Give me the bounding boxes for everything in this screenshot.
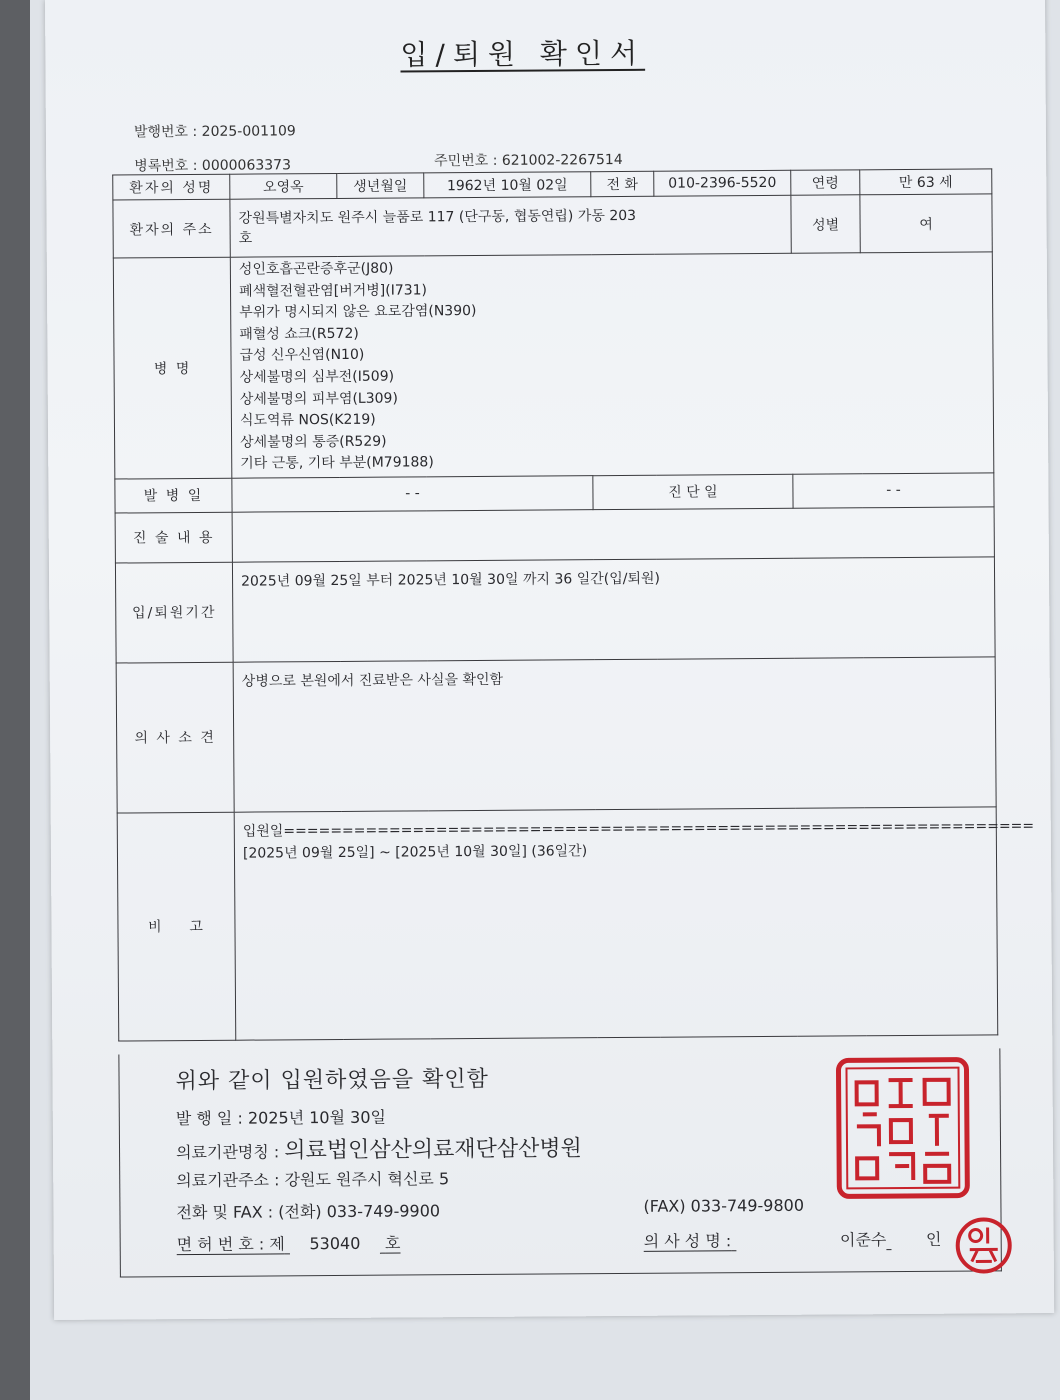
issue-date: 발 행 일 : 2025년 10월 30일 bbox=[175, 1107, 386, 1129]
onset-label: 발 병 일 bbox=[115, 478, 232, 513]
dob-value: 1962년 10월 02일 bbox=[424, 172, 591, 198]
phone-value: 010-2396-5520 bbox=[654, 170, 791, 196]
onset-value: - - bbox=[232, 476, 593, 513]
institution-address: 의료기관주소 : 강원도 원주시 혁신로 5 bbox=[176, 1169, 450, 1191]
sex-value: 여 bbox=[860, 194, 992, 253]
age-label: 연령 bbox=[791, 170, 860, 195]
remarks-value: 입원일================================================================ [2025년 09월 25일] ~ [2025년 10월 30일] (36일간) bbox=[234, 807, 998, 1040]
period-value: 2025년 09월 25일 부터 2025년 10월 30일 까지 36 일간(입/퇴원) bbox=[232, 557, 995, 662]
remarks-label: 비 고 bbox=[117, 812, 236, 1041]
age-value: 만 63 세 bbox=[860, 169, 992, 195]
record-table bbox=[112, 168, 1035, 1041]
document-page bbox=[45, 0, 1054, 1320]
doctor-seal-icon bbox=[954, 1215, 1014, 1275]
patient-name: 오영옥 bbox=[230, 173, 337, 199]
chart-number: 병록번호 : 0000063373 bbox=[134, 157, 292, 175]
address-label: 환자의 주소 bbox=[113, 199, 230, 258]
diagnosis-item: 폐색혈전혈관염[버거병](I731) bbox=[238, 281, 428, 300]
resident-number: 주민번호 : 621002-2267514 bbox=[434, 151, 623, 170]
diagnosis-date-label: 진 단 일 bbox=[593, 474, 793, 509]
license-number: 면 허 번 호 : 제 53040 호 bbox=[176, 1233, 401, 1255]
fax-number: (FAX) 033-749-9800 bbox=[643, 1195, 805, 1216]
phone-label: 전 화 bbox=[591, 171, 654, 196]
statement-value bbox=[232, 507, 994, 562]
diagnosis-item: 부위가 명시되지 않은 요로감염(N390) bbox=[239, 303, 477, 321]
period-label: 입/퇴원기간 bbox=[115, 562, 233, 663]
diagnosis-date-value: - - bbox=[793, 473, 994, 508]
address-value: 강원특별자치도 원주시 늘품로 117 (단구동, 협동연립) 가동 203 호 bbox=[230, 195, 791, 257]
phone-fax: 전화 및 FAX : (전화) 033-749-9900 bbox=[176, 1201, 441, 1223]
diagnosis-list bbox=[230, 252, 994, 478]
sex-label: 성별 bbox=[791, 195, 860, 253]
statement-label: 진 술 내 용 bbox=[115, 512, 232, 563]
page-title: 입/퇴원 확인서 bbox=[400, 36, 646, 72]
diagnosis-item: 성인호흡곤란증후군(J80) bbox=[238, 260, 394, 278]
issue-number: 발행번호 : 2025-001109 bbox=[133, 123, 296, 141]
confirmation-statement: 위와 같이 입원하였음을 확인함 bbox=[175, 1066, 489, 1095]
diagnosis-item: 식도역류 NOS(K219) bbox=[239, 411, 376, 429]
patient-name-label: 환자의 성명 bbox=[113, 174, 230, 200]
institution-name: 의료기관명칭 : 의료법인삼산의료재단삼산병원 bbox=[175, 1136, 582, 1164]
diagnosis-item: 기타 근통, 기타 부분(M79188) bbox=[240, 454, 434, 472]
diagnosis-item: 급성 신우신염(N10) bbox=[239, 347, 365, 365]
opinion-label: 의 사 소 견 bbox=[116, 662, 234, 813]
diagnosis-item: 상세불명의 통증(R529) bbox=[240, 433, 387, 451]
dob-label: 생년월일 bbox=[337, 173, 424, 199]
diagnosis-item: 패혈성 쇼크(R572) bbox=[239, 325, 359, 343]
diagnosis-item: 상세불명의 심부전(I509) bbox=[239, 368, 395, 386]
opinion-value: 상병으로 본원에서 진료받은 사실을 확인함 bbox=[233, 657, 996, 812]
doctor-name: 의 사 성 명 : 이준수 인 bbox=[643, 1229, 942, 1251]
diagnosis-label: 병 명 bbox=[113, 257, 232, 479]
hospital-seal-icon bbox=[832, 1054, 973, 1203]
diagnosis-item: 상세불명의 피부염(L309) bbox=[239, 390, 398, 408]
